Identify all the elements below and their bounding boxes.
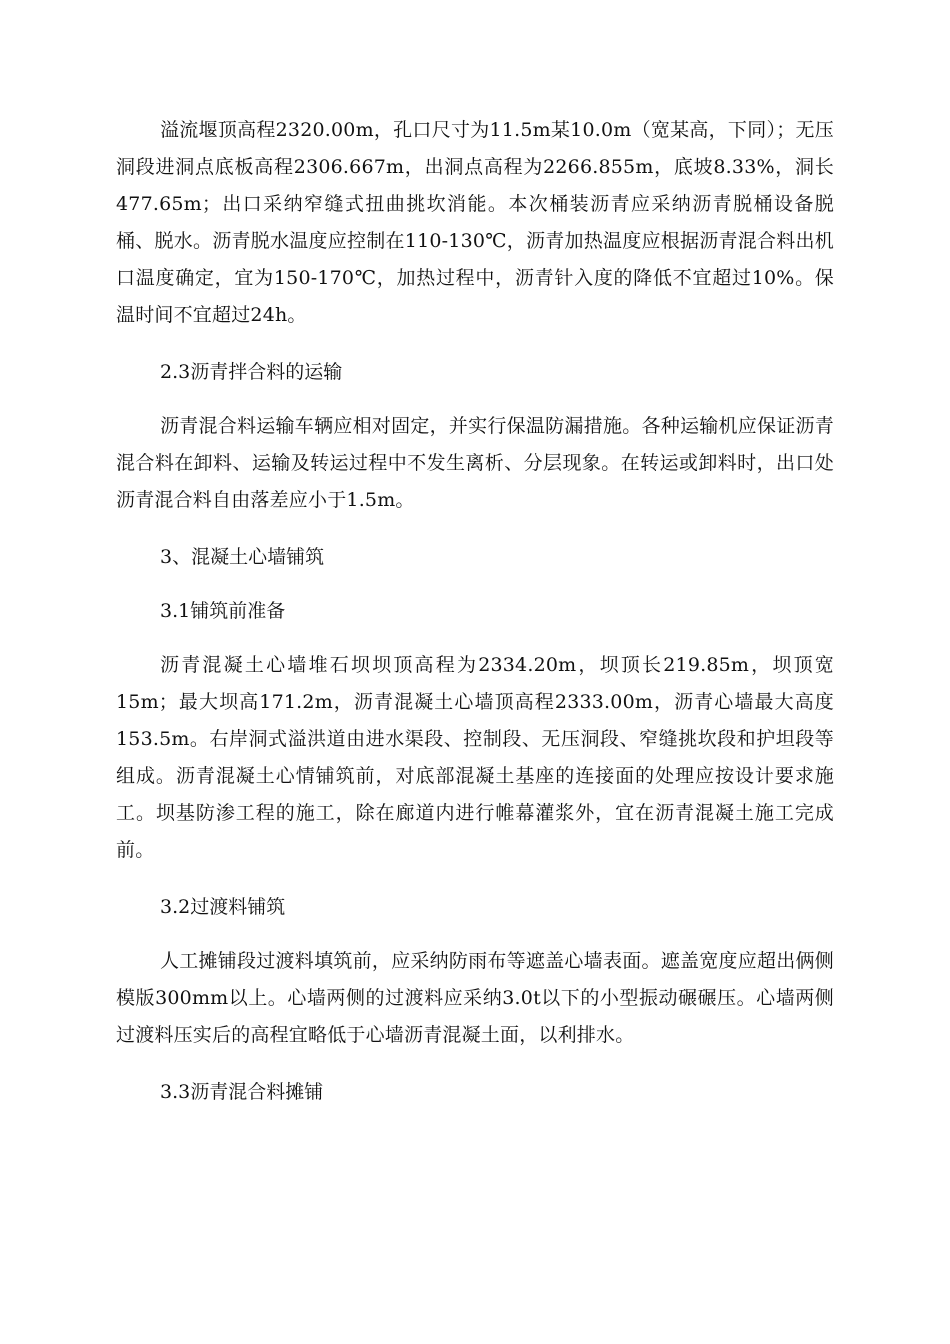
paragraph-transition-material: 人工摊铺段过渡料填筑前，应采纳防雨布等遮盖心墙表面。遮盖宽度应超出俩侧模版300mm以上。心墙两侧的过渡料应采纳3.0t以下的小型振动碾碾压。心墙两侧过渡料压实后的高程宜略低于心墙沥青混凝土面，以利排水。 [116, 950, 834, 1046]
section-heading-3-2: 3.2过渡料铺筑 [160, 896, 286, 918]
section-heading-3-3: 3.3沥青混合料摊铺 [160, 1081, 324, 1103]
paragraph-mixture-transport: 沥青混合料运输车辆应相对固定，并实行保温防漏措施。各种运输机应保证沥青混合料在卸料、运输及转运过程中不发生离析、分层现象。在转运或卸料时，出口处沥青混合料自由落差应小于1.5m。 [116, 415, 834, 511]
section-heading-3-1: 3.1铺筑前准备 [160, 600, 286, 622]
paragraph-core-wall-preparation: 沥青混凝土心墙堆石坝坝顶高程为2334.20m，坝顶长219.85m，坝顶宽15m；最大坝高171.2m，沥青混凝土心墙顶高程2333.00m，沥青心墙最大高度153.5m。右岸洞式溢洪道由进水渠段、控制段、无压洞段、窄缝挑坎段和护坦段等组成。沥青混凝土心情铺筑前，对底部混凝土基座的连接面的处理应按设计要求施工。坝基防渗工程的施工，除在廊道内进行帷幕灌浆外，宜在沥青混凝土施工完成前。 [116, 654, 834, 861]
section-heading-2-3: 2.3沥青拌合料的运输 [160, 361, 343, 383]
section-heading-3: 3、混凝土心墙铺筑 [160, 546, 325, 568]
document-page [116, 112, 834, 1111]
paragraph-spillway-asphalt-heating: 溢流堰顶高程2320.00m，孔口尺寸为11.5m某10.0m（宽某高，下同）；无压洞段进洞点底板高程2306.667m，出洞点高程为2266.855m，底坡8.33%，洞长477.65m；出口采纳窄缝式扭曲挑坎消能。本次桶装沥青应采纳沥青脱桶设备脱桶、脱水。沥青脱水温度应控制在110-130℃，沥青加热温度应根据沥青混合料出机口温度确定，宜为150-170℃，加热过程中，沥青针入度的降低不宜超过10%。保温时间不宜超过24h。 [116, 119, 834, 326]
